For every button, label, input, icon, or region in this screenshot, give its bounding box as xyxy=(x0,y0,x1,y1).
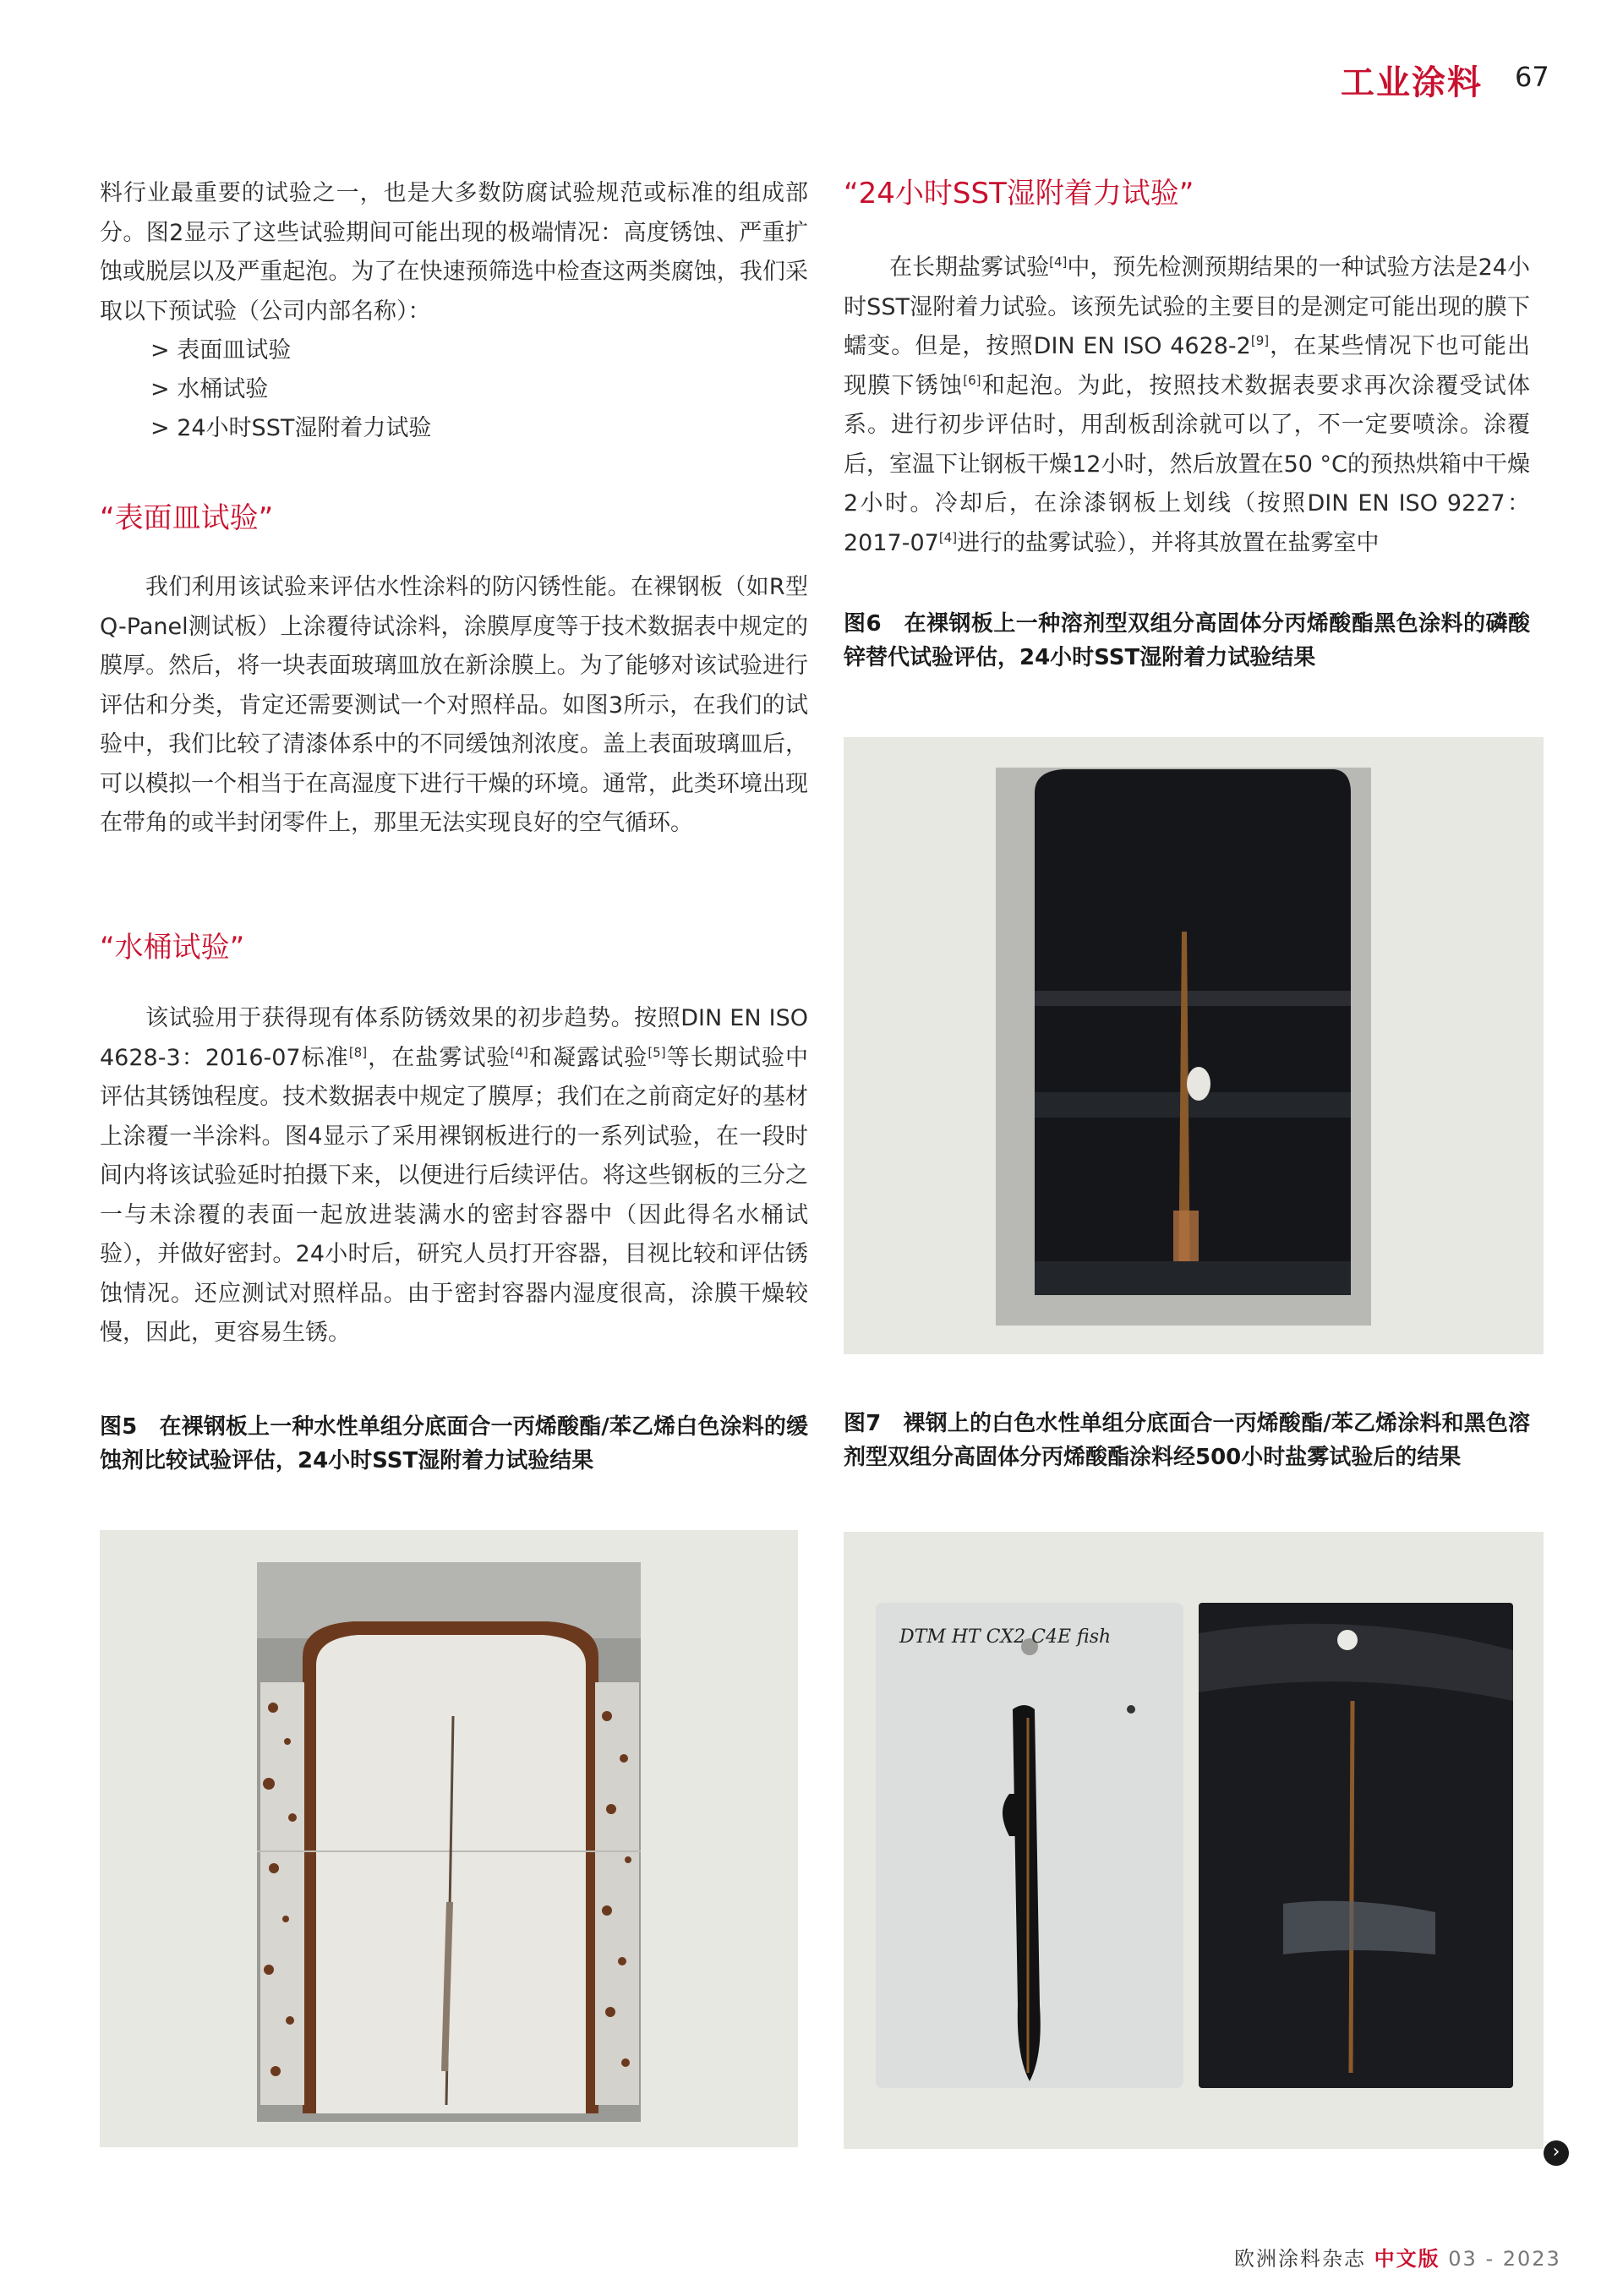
reference: [5] xyxy=(648,1044,666,1060)
figure-caption: 图6 在裸钢板上一种溶剂型双组分高固体分丙烯酸酯黑色涂料的磷酸锌替代试验评估，24小时SST湿附着力试验结果 xyxy=(844,611,1530,670)
paragraph: 该试验用于获得现有体系防锈效果的初步趋势。按照DIN EN ISO 4628-3：2016-07标准[8]，在盐雾试验[4]和凝露试验[5]等长期试验中评估其锈蚀程度。技术数据表中规定了膜厚；我们在之前商定好的基材上涂覆一半涂料。图4显示了采用裸钢板进行的一系列试验，在一段时间内将该试验延时拍摄下来，以便进行后续评估。将这些钢板的三分之一与未涂覆的表面一起放进装满水的密封容器中（因此得名水桶试验），并做好密封。24小时后，研究人员打开容器，目视比较和评估锈蚀情况。还应测试对照样品。由于密封容器内湿度很高，涂膜干燥较慢，因此，更容易生锈。 xyxy=(100,1005,809,1346)
figure-caption: 图7 裸钢上的白色水性单组分底面合一丙烯酸酯/苯乙烯涂料和黑色溶剂型双组分高固体分丙烯酸酯涂料经500小时盐雾试验后的结果 xyxy=(844,1411,1530,1470)
reference: [6] xyxy=(963,372,981,388)
bullet-item: > 水桶试验 xyxy=(150,376,269,402)
chevron-right-circle-icon[interactable]: › xyxy=(1544,2140,1569,2166)
bullet-item: > 24小时SST湿附着力试验 xyxy=(150,415,432,441)
issue-label: 03 - 2023 xyxy=(1448,2247,1561,2271)
reference: [8] xyxy=(348,1044,368,1060)
panel-handwriting: DTM HT CX2 C4E fish xyxy=(899,1626,1112,1648)
page-number: 67 xyxy=(1515,61,1549,93)
figure-7-photo xyxy=(844,1532,1544,2149)
edition-label: 中文版 xyxy=(1374,2247,1440,2271)
intro-paragraph: 料行业最重要的试验之一，也是大多数防腐试验规范或标准的组成部分。图2显示了这些试验期间可能出现的极端情况：高度锈蚀、严重扩蚀或脱层以及严重起泡。为了在快速预筛选中检查这两类腐蚀，我们采取以下预试验（公司内部名称）： xyxy=(100,180,808,325)
figure-6-photo xyxy=(844,737,1544,1354)
section-label: 工业涂料 xyxy=(1341,63,1483,102)
magazine-name: 欧洲涂料杂志 xyxy=(1234,2247,1366,2271)
section-heading: “水桶试验” xyxy=(100,931,245,965)
bullet-item: > 表面皿试验 xyxy=(150,337,292,364)
figure-5-photo xyxy=(100,1530,798,2147)
section-heading: “24小时SST湿附着力试验” xyxy=(844,177,1194,210)
reference: [4] xyxy=(1049,254,1068,270)
reference: [9] xyxy=(1250,333,1270,348)
paragraph: 我们利用该试验来评估水性涂料的防闪锈性能。在裸钢板（如R型Q-Panel测试板）上涂覆待试涂料，涂膜厚度等于技术数据表中规定的膜厚。然后，将一块表面玻璃皿放在新涂膜上。为了能够对该试验进行评估和分类，肯定还需要测试一个对照样品。如图3所示，在我们的试验中，我们比较了清漆体系中的不同缓蚀剂浓度。盖上表面玻璃皿后，可以模拟一个相当于在高湿度下进行干燥的环境。通常，此类环境出现在带角的或半封闭零件上，那里无法实现良好的空气循环。 xyxy=(100,574,808,836)
section-heading: “表面皿试验” xyxy=(100,501,274,535)
figure-caption: 图5 在裸钢板上一种水性单组分底面合一丙烯酸酯/苯乙烯白色涂料的缓蚀剂比较试验评估，24小时SST湿附着力试验结果 xyxy=(100,1414,808,1473)
paragraph: 在长期盐雾试验[4]中，预先检测预期结果的一种试验方法是24小时SST湿附着力试验。该预先试验的主要目的是测定可能出现的膜下蠕变。但是，按照DIN EN ISO 4628-2[9]，在某些情况下也可能出现膜下锈蚀[6]和起泡。为此，按照技术数据表要求再次涂覆受试体系。进行初步评估时，用刮板刮涂就可以了，不一定要喷涂。涂覆后，室温下让钢板干燥12小时，然后放置在50 °C的预热烘箱中干燥2小时。冷却后，在涂漆钢板上划线（按照DIN EN ISO 9227：2017-07[4]进行的盐雾试验），并将其放置在盐雾室中 xyxy=(844,254,1531,556)
left-column xyxy=(100,174,808,448)
footer xyxy=(1234,2242,1561,2271)
reference: [4] xyxy=(510,1044,528,1060)
reference: [4] xyxy=(938,529,958,545)
